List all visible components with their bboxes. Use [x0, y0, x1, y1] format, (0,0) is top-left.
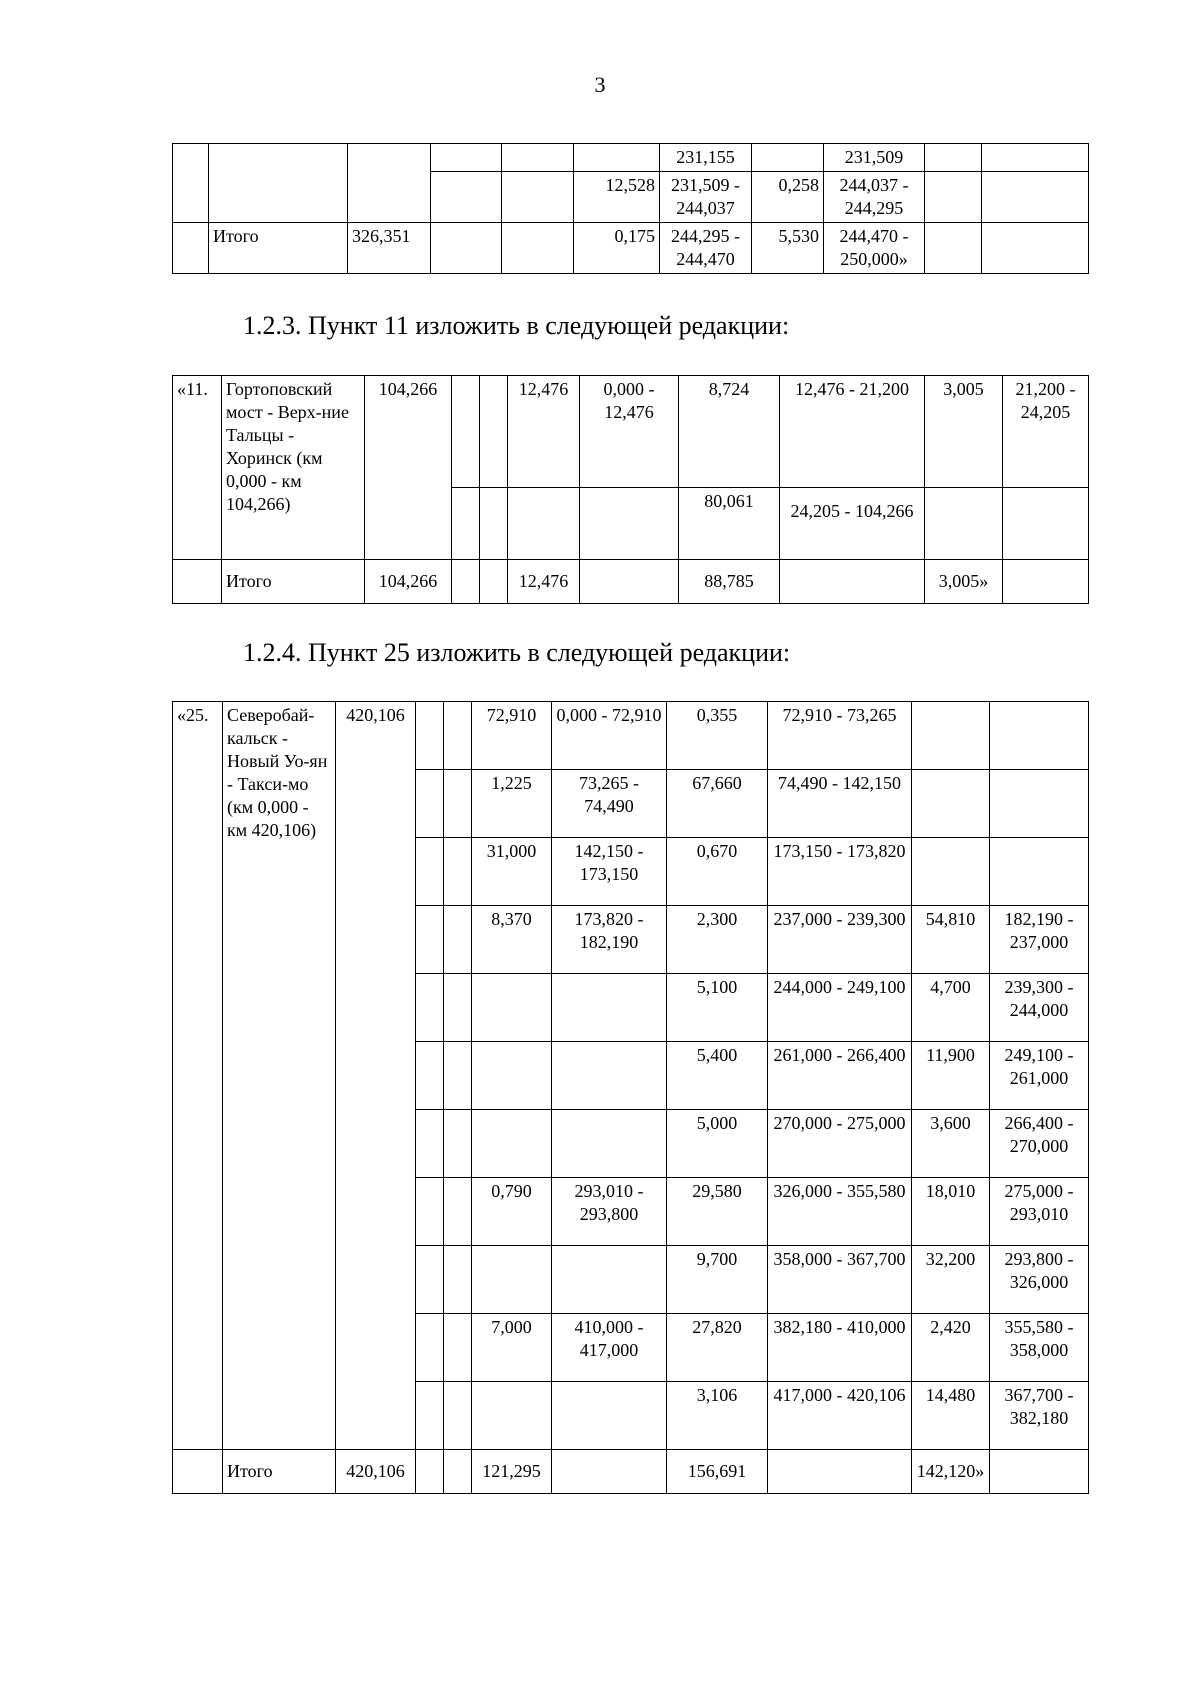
cell	[990, 702, 1089, 770]
cell: 121,295	[472, 1450, 552, 1494]
page-number: 3	[594, 72, 606, 97]
section-heading: 1.2.4. Пункт 25 изложить в следующей редакции:	[243, 638, 791, 667]
cell: 293,010 - 293,800	[552, 1178, 667, 1246]
cell: 239,300 - 244,000	[990, 974, 1089, 1042]
cell: 14,480	[912, 1382, 990, 1450]
cell	[472, 1246, 552, 1314]
cell: 72,910 - 73,265	[768, 702, 912, 770]
table-continuation	[172, 143, 1089, 274]
cell: 173,820 - 182,190	[552, 906, 667, 974]
item-number: «25.	[173, 702, 223, 1450]
cell: 0,000 - 72,910	[552, 702, 667, 770]
table-row-total	[173, 560, 1089, 604]
road-length: 420,106	[336, 702, 416, 1450]
cell: 32,200	[912, 1246, 990, 1314]
cell: 8,724	[679, 376, 780, 488]
cell: 2,300	[667, 906, 768, 974]
cell	[472, 1110, 552, 1178]
cell: 8,370	[472, 906, 552, 974]
cell: 420,106	[336, 1450, 416, 1494]
cell	[990, 770, 1089, 838]
cell: 72,910	[472, 702, 552, 770]
cell: 67,660	[667, 770, 768, 838]
table-row-total	[173, 223, 1089, 274]
cell	[912, 770, 990, 838]
cell: 0,258	[752, 172, 824, 223]
cell: 382,180 - 410,000	[768, 1314, 912, 1382]
table-row	[173, 376, 1089, 488]
cell: 3,106	[667, 1382, 768, 1450]
cell	[912, 838, 990, 906]
cell: 417,000 - 420,106	[768, 1382, 912, 1450]
cell: 173,150 - 173,820	[768, 838, 912, 906]
cell: 266,400 - 270,000	[990, 1110, 1089, 1178]
cell: 142,150 - 173,150	[552, 838, 667, 906]
cell: 182,190 - 237,000	[990, 906, 1089, 974]
cell: 326,351	[348, 223, 431, 274]
section-heading: 1.2.3. Пункт 11 изложить в следующей редакции:	[243, 311, 790, 340]
total-label: Итого	[223, 1450, 336, 1494]
cell: 73,265 - 74,490	[552, 770, 667, 838]
cell: 5,000	[667, 1110, 768, 1178]
cell: 12,476	[508, 376, 580, 488]
cell: 88,785	[679, 560, 780, 604]
cell: 0,000 - 12,476	[580, 376, 679, 488]
cell: 3,005»	[925, 560, 1003, 604]
cell: 27,820	[667, 1314, 768, 1382]
road-name: Северобай-кальск - Новый Уо-ян - Такси-мо (км 0,000 - км 420,106)	[223, 702, 336, 1450]
cell: 0,670	[667, 838, 768, 906]
cell: 275,000 - 293,010	[990, 1178, 1089, 1246]
cell	[990, 838, 1089, 906]
cell: 18,010	[912, 1178, 990, 1246]
table-row	[173, 702, 1089, 770]
table-row-total	[173, 1450, 1089, 1494]
cell	[912, 702, 990, 770]
cell: 244,470 - 250,000»	[824, 223, 925, 274]
road-length: 104,266	[365, 376, 452, 560]
cell: 261,000 - 266,400	[768, 1042, 912, 1110]
table-item-11	[172, 375, 1089, 604]
cell: 244,037 - 244,295	[824, 172, 925, 223]
cell: 231,509	[824, 144, 925, 172]
cell: 7,000	[472, 1314, 552, 1382]
cell: 3,600	[912, 1110, 990, 1178]
cell	[472, 974, 552, 1042]
cell: 2,420	[912, 1314, 990, 1382]
cell: 29,580	[667, 1178, 768, 1246]
cell	[552, 1042, 667, 1110]
cell: 5,530	[752, 223, 824, 274]
cell: 244,295 - 244,470	[660, 223, 752, 274]
cell: 156,691	[667, 1450, 768, 1494]
cell: 12,528	[574, 172, 660, 223]
cell: 104,266	[365, 560, 452, 604]
cell	[552, 1246, 667, 1314]
cell: 54,810	[912, 906, 990, 974]
road-name: Гортоповский мост - Верх-ние Тальцы - Хоринск (км 0,000 - км 104,266)	[222, 376, 365, 560]
cell: 142,120»	[912, 1450, 990, 1494]
cell: 3,005	[925, 376, 1003, 488]
cell: 410,000 - 417,000	[552, 1314, 667, 1382]
cell: 21,200 - 24,205	[1003, 376, 1089, 488]
cell: 0,790	[472, 1178, 552, 1246]
cell: 237,000 - 239,300	[768, 906, 912, 974]
cell	[472, 1382, 552, 1450]
cell: 1,225	[472, 770, 552, 838]
cell: 24,205 - 104,266	[780, 488, 925, 560]
cell: 231,155	[660, 144, 752, 172]
cell: 0,355	[667, 702, 768, 770]
cell	[552, 974, 667, 1042]
table-item-25	[172, 701, 1089, 1494]
total-label: Итого	[209, 223, 348, 274]
cell: 367,700 - 382,180	[990, 1382, 1089, 1450]
cell: 74,490 - 142,150	[768, 770, 912, 838]
cell: 249,100 - 261,000	[990, 1042, 1089, 1110]
cell: 31,000	[472, 838, 552, 906]
cell: 80,061	[679, 488, 780, 560]
cell: 293,800 - 326,000	[990, 1246, 1089, 1314]
cell: 4,700	[912, 974, 990, 1042]
item-number: «11.	[173, 376, 222, 560]
cell: 11,900	[912, 1042, 990, 1110]
cell: 244,000 - 249,100	[768, 974, 912, 1042]
cell: 12,476 - 21,200	[780, 376, 925, 488]
cell: 0,175	[574, 223, 660, 274]
cell	[472, 1042, 552, 1110]
cell	[552, 1110, 667, 1178]
cell: 270,000 - 275,000	[768, 1110, 912, 1178]
cell: 231,509 - 244,037	[660, 172, 752, 223]
cell: 5,400	[667, 1042, 768, 1110]
cell: 5,100	[667, 974, 768, 1042]
cell	[552, 1382, 667, 1450]
cell: 355,580 - 358,000	[990, 1314, 1089, 1382]
cell: 12,476	[508, 560, 580, 604]
table-row	[173, 144, 1089, 172]
cell: 9,700	[667, 1246, 768, 1314]
cell: 358,000 - 367,700	[768, 1246, 912, 1314]
cell: 326,000 - 355,580	[768, 1178, 912, 1246]
total-label: Итого	[222, 560, 365, 604]
